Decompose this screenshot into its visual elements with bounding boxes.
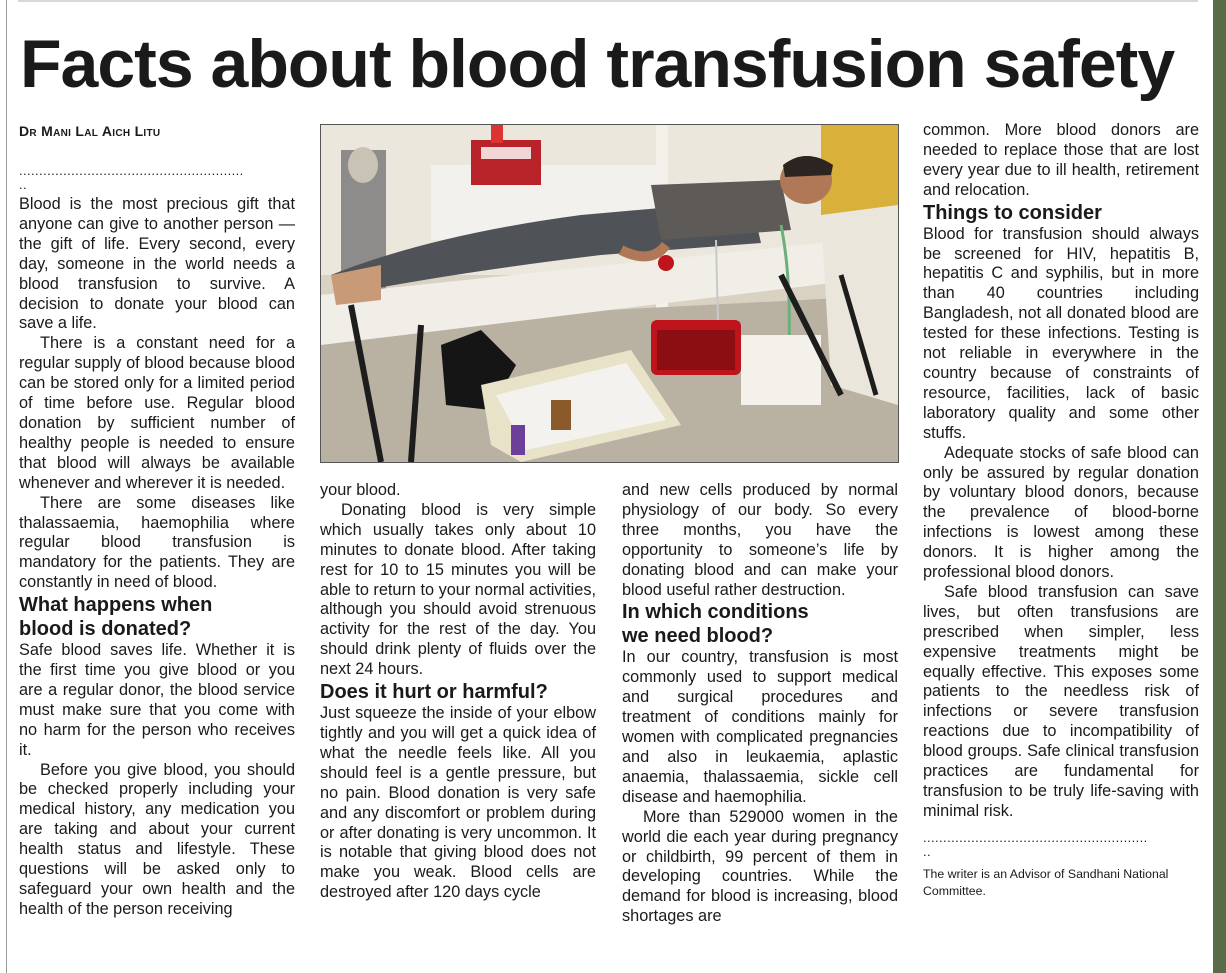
paragraph: Blood is the most precious gift that anyone can give to another person — the gift of life. Every second, every day, someone in the world needs a blood transfusion to survive. A decision to donate your blood can save a life. [19, 195, 295, 333]
byline-separator: ........................................................ [19, 163, 244, 178]
paragraph: Blood for transfusion should always be screened for HIV, hepatitis B, hepatitis C and syphilis, but in more than 40 countries including Bangladesh, not all donated blood are tested for these infections. Testing is not reliable in everywhere in the country because of constraints of resource, facilities, lack of basic laboratory quality and some other stuffs. [923, 224, 1199, 442]
paragraph: In our country, transfusion is most commonly used to support medical and surgical procedures and treatment of conditions mainly for women with complicated pregnancies and also in leukaemia, aplastic anaemia, thalassaemia, sickle cell disease and haemophilia. [622, 648, 898, 806]
closing-separator: ........................................................ [923, 829, 1148, 845]
article-headline: Facts about blood transfusion safety [20, 26, 1175, 102]
paragraph: Safe blood transfusion can save lives, but often transfusions are prescribed when simpler, less expensive treatments might be equally effective. This exposes some patients to the needless risk of infections or severe transfusion reactions due to incompatibility of blood groups. Safe clinical transfusion practices are fundamental for transfusion to be truly life-saving with minimal risk. [923, 582, 1199, 820]
paragraph: Adequate stocks of safe blood can only be assured by regular donation by voluntary blood donors, because the prevalence of blood-borne infections is lowest among these donors. It is higher among the professional blood donors. [923, 443, 1199, 582]
subheading [622, 600, 898, 648]
column-1 [19, 121, 295, 920]
paragraph: There are some diseases like thalassaemia, haemophilia where regular blood transfusion is mandatory for the patients. They are constantly in need of blood. [19, 493, 295, 592]
column-2 [320, 481, 596, 903]
paragraph: More than 529000 women in the world die each year during pregnancy or childbirth, 99 percent of them in developing countries. While the demand for blood is increasing, blood shortages are [622, 807, 898, 926]
subheading-line: we need blood? [622, 625, 774, 648]
paragraph: There is a constant need for a regular supply of blood because blood can be stored only for a limited period of time before use. Regular blood donation by sufficient number of healthy people is needed to ensure that blood will always be available whenever and wherever it is needed. [19, 334, 295, 492]
subheading: Does it hurt or harmful? [320, 681, 548, 704]
byline-separator-tail: .. [19, 177, 28, 192]
paragraph: common. More blood donors are needed to replace those that are lost every year due to ill health, retirement and relocation. [923, 121, 1199, 199]
paragraph: Just squeeze the inside of your elbow tightly and you will get a quick idea of what the needle feels like. All you should feel is a gentle pressure, but no pain. Blood donation is very safe and any discomfort or problem during or after donating is very uncommon. It is notable that giving blood does not make you weak. Blood cells are destroyed after 120 days cycle [320, 704, 596, 902]
paragraph: your blood. [320, 481, 401, 499]
author-byline: Dr Mani Lal Aich Litu [19, 123, 161, 139]
column-4 [923, 121, 1199, 900]
article-photo [320, 124, 899, 463]
closing-separator-tail: .. [923, 843, 932, 859]
subheading-line: What happens when [19, 594, 213, 617]
paragraph: Safe blood saves life. Whether it is the first time you give blood or you are a regular donor, the blood service must make sure that you come with no harm for the person who receives it. [19, 641, 295, 759]
page-right-edge [1213, 0, 1226, 973]
subheading-line: blood is donated? [19, 618, 192, 641]
subheading-line: In which conditions [622, 601, 809, 624]
page-top-rule [18, 0, 1198, 2]
page-left-rule [6, 0, 7, 973]
paragraph: and new cells produced by normal physiology of our body. So every three months, you have the opportunity to someone’s life by donating blood and can make your blood useful rather destruction. [622, 481, 898, 599]
author-footnote: The writer is an Advisor of Sandhani National Committee. [923, 866, 1169, 898]
blood-donation-photo [321, 125, 898, 462]
subheading: Things to consider [923, 201, 1102, 224]
paragraph: Donating blood is very simple which usually takes only about 10 minutes to donate blood. After taking rest for 10 to 15 minutes you will be able to return to your normal activities, although you should avoid strenuous activity for the rest of the day. You should drink plenty of fluids over the next 24 hours. [320, 500, 597, 679]
subheading [19, 593, 295, 641]
paragraph: Before you give blood, you should be checked properly including your medical history, any medication you are taking and about your current health status and lifestyle. These questions will be asked only to safeguard your own health and the health of the person receiving [19, 760, 295, 918]
column-3 [622, 481, 898, 927]
